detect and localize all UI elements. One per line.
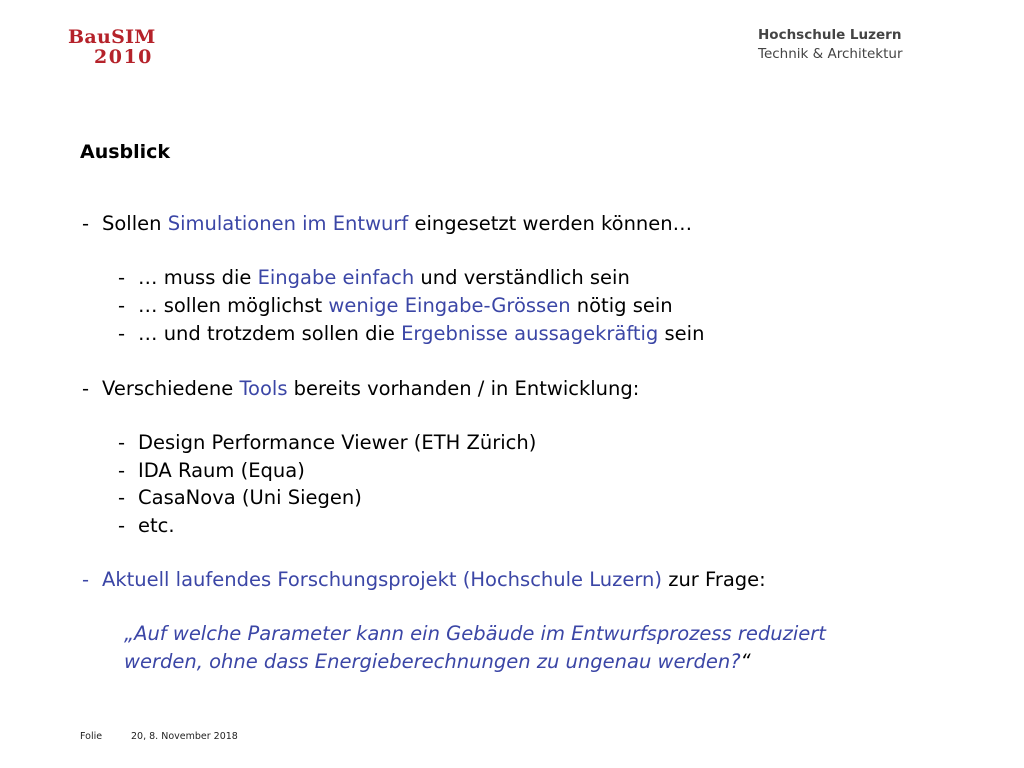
bullet-highlight: Aktuell laufendes Forschungsprojekt (Hochschule Luzern) [102,568,663,591]
bullet-text: … sollen möglichst [138,294,329,317]
sub-bullet-results [118,322,704,346]
tool-item [118,431,536,455]
bullet-text: bereits vorhanden / in Entwicklung: [287,377,640,400]
bullet-text: Verschiedene [102,377,240,400]
slide-title: Ausblick [80,141,171,163]
sub-bullet-input [118,266,630,290]
bullet-dash: - [118,486,126,509]
bullet-text: und verständlich sein [414,266,630,289]
bullet-dash: - [118,322,126,345]
tool-item [118,486,362,510]
bullet-highlight: Tools [239,377,288,400]
org-department: Technik & Architektur [758,46,903,62]
tool-name: etc. [138,514,175,537]
sub-bullet-parameters [118,294,673,318]
bullet-highlight: Ergebnisse aussagekräftig [401,322,659,345]
bullet-tools [82,377,639,401]
bullet-text: sein [658,322,705,345]
bullet-dash: - [118,266,126,289]
organization-logo [758,26,903,64]
bullet-dash: - [82,377,90,400]
bullet-text: zur Frage: [662,568,766,591]
bullet-highlight: Simulationen im Entwurf [167,212,409,235]
tool-name: CasaNova (Uni Siegen) [138,486,362,509]
bullet-highlight: wenige Eingabe-Grössen [328,294,571,317]
bullet-dash: - [82,212,90,235]
closing-quote: “ [740,650,751,673]
bullet-dash: - [118,459,126,482]
footer-date: 20, 8. November 2018 [131,731,238,742]
research-question-line1: „Auf welche Parameter kann ein Gebäude im Entwurfsprozess reduziert [124,622,826,645]
logo-text-year: 2010 [94,46,153,68]
org-name: Hochschule Luzern [758,27,902,43]
bullet-dash: - [82,568,90,591]
bullet-research-project [82,568,766,592]
tool-item [118,514,175,538]
tool-name: IDA Raum (Equa) [138,459,305,482]
bullet-text: eingesetzt werden können… [408,212,693,235]
research-question-text: werden, ohne dass Energieberechnungen zu ungenau werden? [124,650,741,673]
bullet-text: … und trotzdem sollen die [138,322,402,345]
bausim-logo [68,28,156,67]
bullet-text: Sollen [102,212,168,235]
bullet-dash: - [118,514,126,537]
bullet-highlight: Eingabe einfach [257,266,415,289]
research-question-line2 [124,648,751,676]
bullet-text: … muss die [138,266,258,289]
footer-label: Folie [80,731,103,742]
logo-text-bausim: BauSIM [68,26,156,48]
tool-name: Design Performance Viewer (ETH Zürich) [138,431,537,454]
bullet-dash: - [118,294,126,317]
tool-item [118,459,305,483]
bullet-dash: - [118,431,126,454]
bullet-simulations [82,212,692,236]
bullet-text: nötig sein [570,294,673,317]
